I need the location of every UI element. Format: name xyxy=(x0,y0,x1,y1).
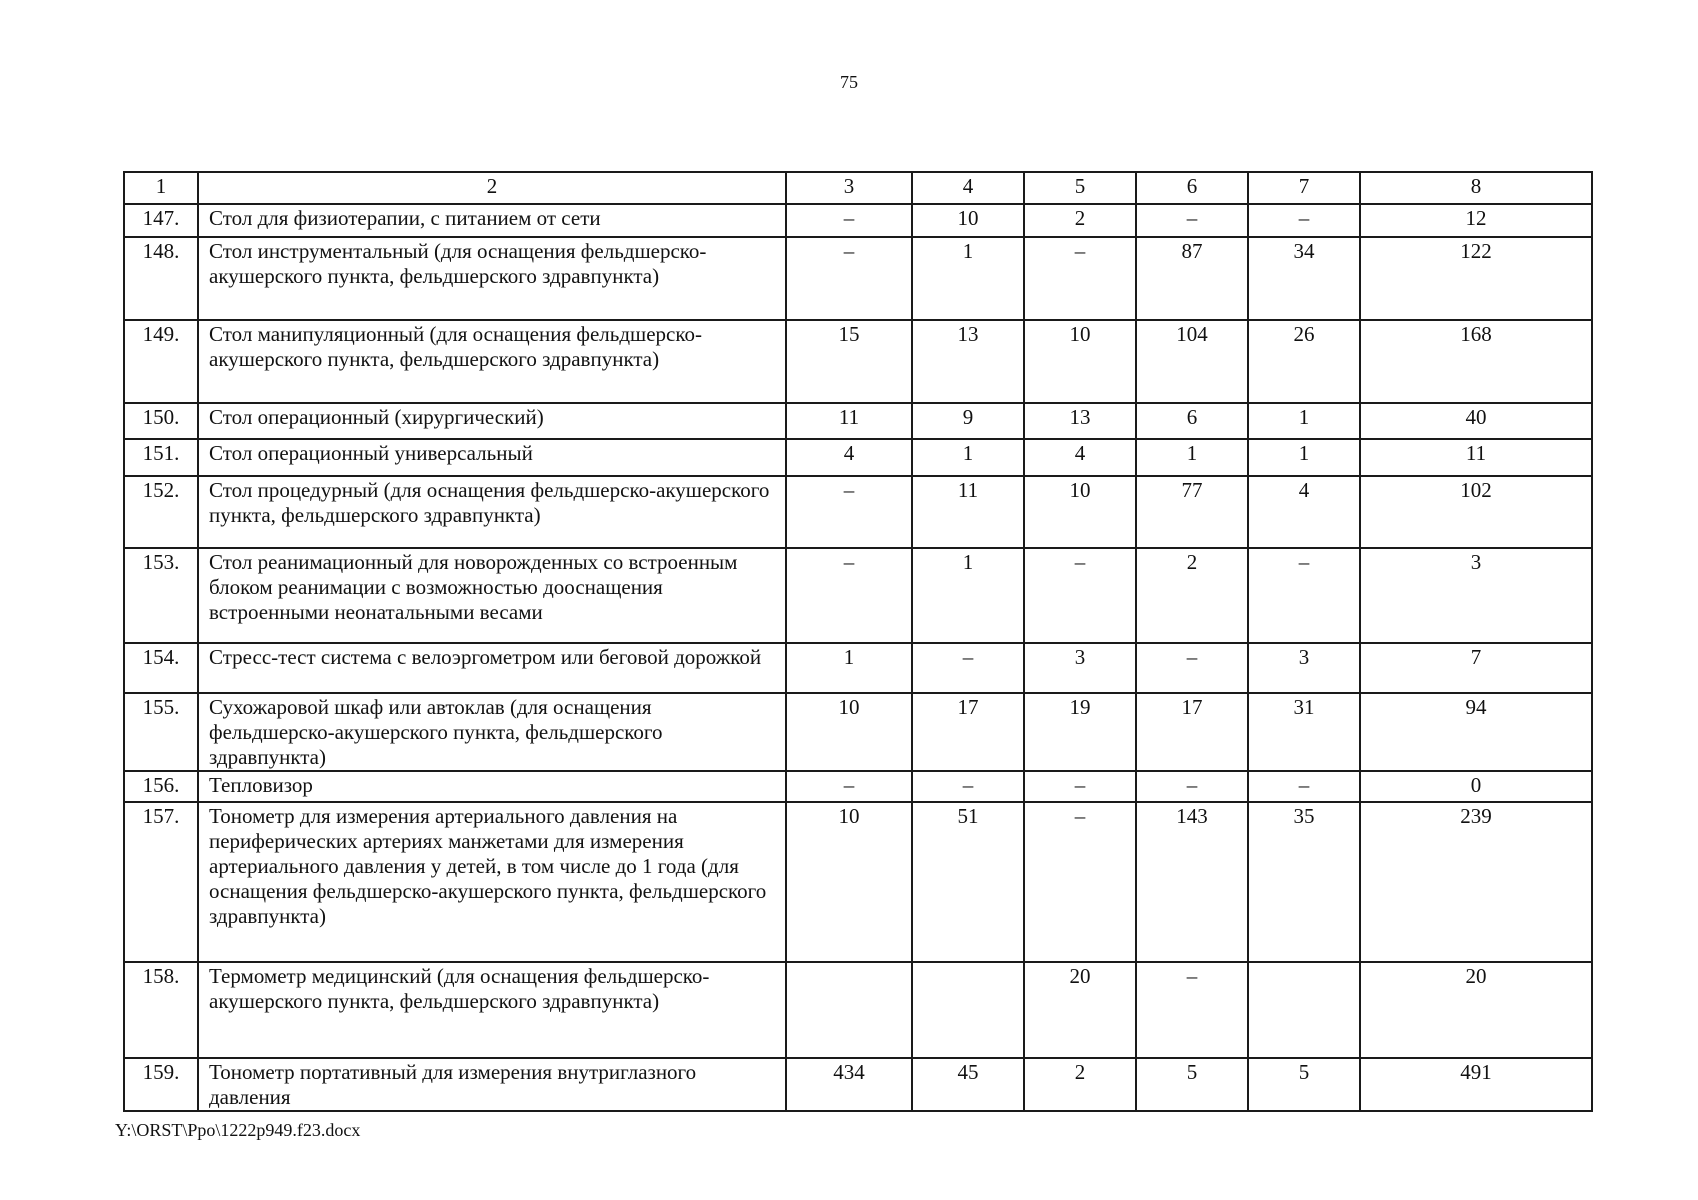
row-number: 147. xyxy=(124,204,198,237)
table-row xyxy=(124,439,1592,476)
value-cell: 4 xyxy=(786,439,912,476)
value-cell: 10 xyxy=(786,693,912,771)
value-cell: 1 xyxy=(912,439,1024,476)
item-name: Сухожаровой шкаф или автоклав (для оснащения фельдшерско-акушерского пункта, фельдшерского здравпункта) xyxy=(198,693,786,771)
value-cell: – xyxy=(786,204,912,237)
item-name: Термометр медицинский (для оснащения фельдшерско-акушерского пункта, фельдшерского здравпункта) xyxy=(198,962,786,1058)
table-row xyxy=(124,476,1592,548)
value-cell: 40 xyxy=(1360,403,1592,439)
value-cell: 11 xyxy=(786,403,912,439)
value-cell: 10 xyxy=(786,802,912,962)
value-cell: 20 xyxy=(1360,962,1592,1058)
item-name: Стол манипуляционный (для оснащения фельдшерско-акушерского пункта, фельдшерского здравпункта) xyxy=(198,320,786,403)
value-cell: 13 xyxy=(1024,403,1136,439)
row-number: 155. xyxy=(124,693,198,771)
value-cell: – xyxy=(786,771,912,802)
value-cell: 15 xyxy=(786,320,912,403)
value-cell: 5 xyxy=(1248,1058,1360,1111)
value-cell: 3 xyxy=(1248,643,1360,693)
value-cell: 20 xyxy=(1024,962,1136,1058)
header-cell: 2 xyxy=(198,172,786,204)
item-name: Стол операционный (хирургический) xyxy=(198,403,786,439)
row-number: 152. xyxy=(124,476,198,548)
value-cell: 17 xyxy=(912,693,1024,771)
table-row xyxy=(124,1058,1592,1111)
value-cell: 11 xyxy=(1360,439,1592,476)
row-number: 158. xyxy=(124,962,198,1058)
value-cell: 102 xyxy=(1360,476,1592,548)
value-cell: 34 xyxy=(1248,237,1360,320)
value-cell: – xyxy=(1248,204,1360,237)
row-number: 148. xyxy=(124,237,198,320)
value-cell: 6 xyxy=(1136,403,1248,439)
value-cell xyxy=(912,962,1024,1058)
value-cell: 2 xyxy=(1024,1058,1136,1111)
item-name: Стол реанимационный для новорожденных со встроенным блоком реанимации с возможностью дооснащения встроенными неонатальными весами xyxy=(198,548,786,643)
item-name: Тепловизор xyxy=(198,771,786,802)
row-number: 150. xyxy=(124,403,198,439)
row-number: 151. xyxy=(124,439,198,476)
value-cell: 12 xyxy=(1360,204,1592,237)
table-row xyxy=(124,643,1592,693)
value-cell: 10 xyxy=(1024,476,1136,548)
value-cell: 1 xyxy=(786,643,912,693)
table-header-row xyxy=(124,172,1592,204)
table-row xyxy=(124,403,1592,439)
table-row xyxy=(124,237,1592,320)
value-cell: 45 xyxy=(912,1058,1024,1111)
value-cell: 3 xyxy=(1024,643,1136,693)
value-cell: – xyxy=(786,548,912,643)
table-row xyxy=(124,771,1592,802)
value-cell: 7 xyxy=(1360,643,1592,693)
item-name: Стол инструментальный (для оснащения фельдшерско-акушерского пункта, фельдшерского здравпункта) xyxy=(198,237,786,320)
table-row xyxy=(124,693,1592,771)
value-cell: – xyxy=(1024,802,1136,962)
value-cell: 10 xyxy=(912,204,1024,237)
value-cell: 1 xyxy=(1136,439,1248,476)
table-row xyxy=(124,962,1592,1058)
header-cell: 8 xyxy=(1360,172,1592,204)
value-cell: 122 xyxy=(1360,237,1592,320)
value-cell: 19 xyxy=(1024,693,1136,771)
value-cell: 1 xyxy=(1248,439,1360,476)
item-name: Стол операционный универсальный xyxy=(198,439,786,476)
value-cell: – xyxy=(912,771,1024,802)
row-number: 153. xyxy=(124,548,198,643)
value-cell: 26 xyxy=(1248,320,1360,403)
value-cell: 1 xyxy=(912,548,1024,643)
value-cell: 94 xyxy=(1360,693,1592,771)
value-cell: 2 xyxy=(1136,548,1248,643)
value-cell: 143 xyxy=(1136,802,1248,962)
value-cell: 13 xyxy=(912,320,1024,403)
value-cell: 87 xyxy=(1136,237,1248,320)
value-cell: 10 xyxy=(1024,320,1136,403)
row-number: 149. xyxy=(124,320,198,403)
value-cell: – xyxy=(1024,548,1136,643)
value-cell: 239 xyxy=(1360,802,1592,962)
row-number: 154. xyxy=(124,643,198,693)
row-number: 156. xyxy=(124,771,198,802)
value-cell: 491 xyxy=(1360,1058,1592,1111)
value-cell: 4 xyxy=(1024,439,1136,476)
value-cell: 9 xyxy=(912,403,1024,439)
document-file-path: Y:\ORST\Ppo\1222p949.f23.docx xyxy=(115,1120,361,1140)
value-cell: 3 xyxy=(1360,548,1592,643)
header-cell: 1 xyxy=(124,172,198,204)
item-name: Тонометр портативный для измерения внутриглазного давления xyxy=(198,1058,786,1111)
value-cell: – xyxy=(1024,237,1136,320)
value-cell: – xyxy=(1248,771,1360,802)
value-cell: – xyxy=(1136,962,1248,1058)
value-cell: – xyxy=(786,237,912,320)
page-number: 75 xyxy=(840,72,858,92)
value-cell: – xyxy=(1248,548,1360,643)
header-cell: 6 xyxy=(1136,172,1248,204)
value-cell: – xyxy=(1136,771,1248,802)
value-cell: 1 xyxy=(912,237,1024,320)
value-cell: – xyxy=(1136,643,1248,693)
value-cell: 434 xyxy=(786,1058,912,1111)
value-cell xyxy=(1248,962,1360,1058)
equipment-table xyxy=(123,171,1593,1112)
header-cell: 3 xyxy=(786,172,912,204)
item-name: Тонометр для измерения артериального давления на периферических артериях манжетами для измерения артериального давления у детей, в том числе до 1 года (для оснащения фельдшерско-акушерского пункта, фельдшерского здравпункта) xyxy=(198,802,786,962)
table-row xyxy=(124,548,1592,643)
header-cell: 7 xyxy=(1248,172,1360,204)
value-cell: – xyxy=(786,476,912,548)
header-cell: 4 xyxy=(912,172,1024,204)
value-cell: – xyxy=(1024,771,1136,802)
value-cell: 104 xyxy=(1136,320,1248,403)
table-row xyxy=(124,204,1592,237)
value-cell: 51 xyxy=(912,802,1024,962)
value-cell: 5 xyxy=(1136,1058,1248,1111)
value-cell: 0 xyxy=(1360,771,1592,802)
value-cell: 11 xyxy=(912,476,1024,548)
item-name: Стол для физиотерапии, с питанием от сети xyxy=(198,204,786,237)
value-cell: 77 xyxy=(1136,476,1248,548)
item-name: Стол процедурный (для оснащения фельдшерско-акушерского пункта, фельдшерского здравпункта) xyxy=(198,476,786,548)
value-cell: 35 xyxy=(1248,802,1360,962)
value-cell: 168 xyxy=(1360,320,1592,403)
value-cell: 1 xyxy=(1248,403,1360,439)
value-cell: 31 xyxy=(1248,693,1360,771)
header-cell: 5 xyxy=(1024,172,1136,204)
value-cell xyxy=(786,962,912,1058)
value-cell: – xyxy=(1136,204,1248,237)
value-cell: 2 xyxy=(1024,204,1136,237)
table-row xyxy=(124,320,1592,403)
value-cell: – xyxy=(912,643,1024,693)
value-cell: 4 xyxy=(1248,476,1360,548)
table-row xyxy=(124,802,1592,962)
row-number: 159. xyxy=(124,1058,198,1111)
row-number: 157. xyxy=(124,802,198,962)
value-cell: 17 xyxy=(1136,693,1248,771)
item-name: Стресс-тест система с велоэргометром или беговой дорожкой xyxy=(198,643,786,693)
